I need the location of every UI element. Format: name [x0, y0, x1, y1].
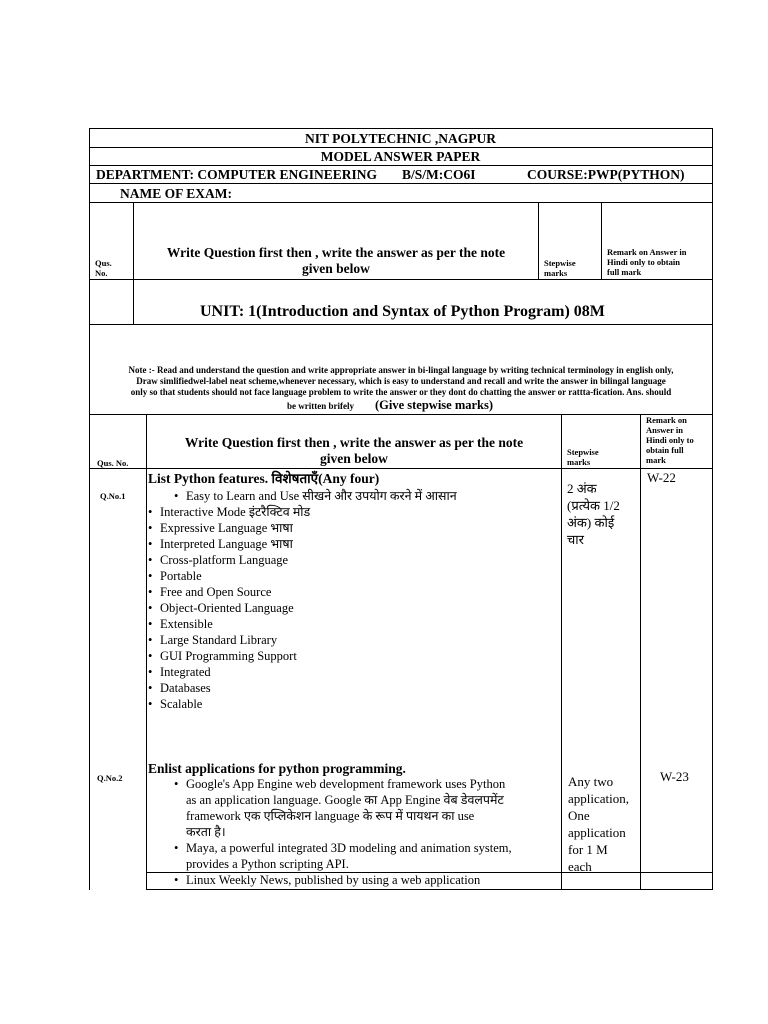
- list-item: • Expressive Language भाषा: [148, 520, 310, 536]
- rule: [89, 147, 712, 148]
- q1-remark: W-22: [647, 470, 676, 485]
- list-item: • Object-Oriented Language: [148, 600, 310, 616]
- rule: [89, 468, 712, 469]
- q1-marks: 2 अंक (प्रत्येक 1/2 अंक) कोई चार: [567, 481, 620, 547]
- department: DEPARTMENT: COMPUTER ENGINEERING: [96, 167, 378, 182]
- rule: [89, 128, 712, 129]
- instruction-line-1: Write Question first then , write the answer as per the note: [166, 245, 506, 260]
- institute-name: NIT POLYTECHNIC ,NAGPUR: [305, 131, 496, 146]
- q1-question: List Python features. विशेषताएँ(Any four): [148, 471, 380, 486]
- rule: [640, 414, 641, 890]
- qus-no-header: Qus. No.: [95, 258, 112, 278]
- rule: [89, 324, 712, 325]
- course: COURSE:PWP(PYTHON): [527, 167, 685, 182]
- list-item: • Large Standard Library: [148, 632, 310, 648]
- list-item: • Easy to Learn and Use सीखने और उपयोग करने में आसान: [174, 488, 457, 504]
- list-item: • GUI Programming Support: [148, 648, 310, 664]
- q1-number: Q.No.1: [100, 491, 126, 501]
- stepwise-marks-header: Stepwise marks: [544, 258, 576, 278]
- list-item: • Maya, a powerful integrated 3D modeling and animation system, provides a Python scripting API.: [174, 840, 512, 872]
- remark-header-2: Remark on Answer in Hindi only to obtain full mark: [646, 415, 694, 465]
- q1-feature-list: [148, 504, 310, 712]
- rule: [89, 183, 712, 184]
- q2-question: Enlist applications for python programming.: [148, 761, 406, 776]
- list-item: • Interpreted Language भाषा: [148, 536, 310, 552]
- list-item: • Linux Weekly News, published by using a web application: [174, 872, 512, 888]
- list-item: • Scalable: [148, 696, 310, 712]
- stepwise-marks-header-2: Stepwise marks: [567, 447, 599, 467]
- list-item: • Databases: [148, 680, 310, 696]
- qus-no-header-2: Qus. No.: [97, 458, 129, 468]
- rule: [146, 889, 712, 890]
- q2-number: Q.No.2: [97, 773, 123, 783]
- rule: [538, 202, 539, 279]
- instruction-line-2: given below: [302, 261, 370, 276]
- unit-title: UNIT: 1(Introduction and Syntax of Python Program) 08M: [200, 303, 605, 320]
- remark-header: Remark on Answer in Hindi only to obtain full mark: [607, 247, 687, 277]
- rule: [89, 202, 712, 203]
- list-item: • Interactive Mode इंटरैक्टिव मोड: [148, 504, 310, 520]
- rule: [146, 414, 147, 890]
- rule: [89, 414, 712, 415]
- note-line-3: only so that students should not face language problem to write the answer or they dont do chatting the answer or rattta-fication. Ans. should: [130, 387, 672, 397]
- note-line-2: Draw simlifiedwel-label neat scheme,whenever necessary, which is easy to understand and recall and write the answer in bilingal language: [136, 376, 666, 386]
- list-item: • Integrated: [148, 664, 310, 680]
- list-item: • Cross-platform Language: [148, 552, 310, 568]
- q2-remark: W-23: [660, 769, 689, 784]
- rule: [89, 279, 712, 280]
- q1-first-item-list: [174, 488, 457, 504]
- q2-marks: Any two application, One application for 1 M each: [568, 774, 630, 874]
- instruction-line-1b: Write Question first then , write the answer as per the note: [184, 435, 524, 450]
- rule: [712, 128, 713, 890]
- note-line-1: Note :- Read and understand the question and write appropriate answer in bi-lingal language by writing technical terminology in english only,: [128, 365, 674, 375]
- rule: [89, 165, 712, 166]
- instruction-line-2b: given below: [320, 451, 388, 466]
- rule: [561, 414, 562, 890]
- rule: [89, 128, 90, 890]
- exam-name: NAME OF EXAM:: [120, 186, 232, 201]
- list-item: • Portable: [148, 568, 310, 584]
- note-stepwise: (Give stepwise marks): [375, 398, 494, 412]
- q2-application-list: [174, 776, 512, 888]
- paper-title: MODEL ANSWER PAPER: [320, 149, 481, 164]
- list-item: • Extensible: [148, 616, 310, 632]
- note-line-4: be written brifely: [287, 401, 354, 411]
- list-item: • Free and Open Source: [148, 584, 310, 600]
- list-item: • Google's App Engine web development framework uses Python as an application language. Google का App Engine वेब डेवलपमेंट framework एक एप्लिकेशन language के रूप में पायथन का use करता है।: [174, 776, 512, 840]
- bsm-code: B/S/M:CO6I: [402, 167, 476, 182]
- rule: [601, 202, 602, 279]
